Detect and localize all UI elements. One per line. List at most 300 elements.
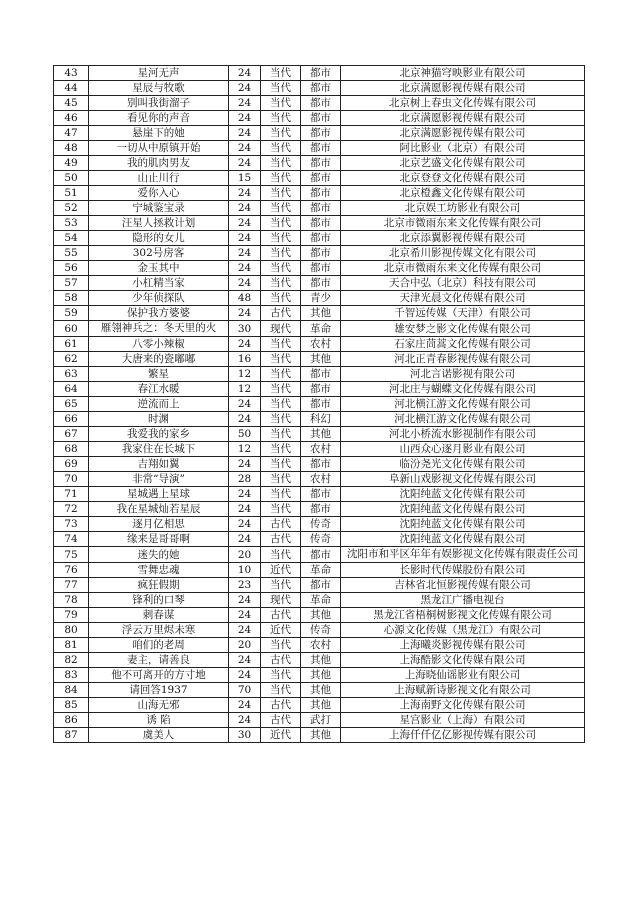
table-row: [54, 713, 585, 728]
cell-genre: 农村: [301, 442, 341, 457]
cell-number: 49: [54, 156, 89, 171]
table-row: [54, 532, 585, 547]
table-row: [54, 111, 585, 126]
cell-era: 近代: [261, 563, 301, 578]
cell-title: 妻主，请善良: [89, 653, 229, 668]
cell-company: 北京满愿影视传媒有限公司: [341, 126, 585, 141]
cell-title: 迷失的她: [89, 547, 229, 563]
cell-era: 古代: [261, 653, 301, 668]
cell-title: 虞美人: [89, 728, 229, 743]
cell-title: 我在星城灿若星辰: [89, 502, 229, 517]
cell-company: 心源文化传媒（黑龙江）有限公司: [341, 623, 585, 638]
cell-era: 当代: [261, 367, 301, 382]
cell-title: 逆流而上: [89, 397, 229, 412]
cell-genre: 都市: [301, 261, 341, 276]
table-row: [54, 171, 585, 186]
cell-genre: 都市: [301, 231, 341, 246]
cell-number: 79: [54, 608, 89, 623]
cell-number: 71: [54, 487, 89, 502]
cell-episodes: 24: [229, 231, 261, 246]
cell-title: 八零小辣椒: [89, 337, 229, 352]
cell-episodes: 24: [229, 502, 261, 517]
cell-episodes: 12: [229, 367, 261, 382]
cell-genre: 都市: [301, 66, 341, 81]
cell-era: 近代: [261, 623, 301, 638]
cell-company: 北京希川影视传媒文化有限公司: [341, 246, 585, 261]
cell-number: 55: [54, 246, 89, 261]
cell-episodes: 30: [229, 728, 261, 743]
cell-genre: 武打: [301, 713, 341, 728]
cell-genre: 农村: [301, 638, 341, 653]
cell-company: 上海酷影文化传媒有限公司: [341, 653, 585, 668]
cell-company: 北京娱工坊影业有限公司: [341, 201, 585, 216]
cell-genre: 都市: [301, 81, 341, 96]
cell-company: 北京市微雨东来文化传媒有限公司: [341, 261, 585, 276]
cell-era: 当代: [261, 186, 301, 201]
cell-era: 近代: [261, 728, 301, 743]
table-row: [54, 683, 585, 698]
cell-genre: 都市: [301, 156, 341, 171]
cell-number: 53: [54, 216, 89, 231]
cell-genre: 其他: [301, 728, 341, 743]
cell-episodes: 24: [229, 397, 261, 412]
cell-title: 爱你入心: [89, 186, 229, 201]
cell-genre: 都市: [301, 276, 341, 291]
cell-episodes: 20: [229, 638, 261, 653]
cell-number: 76: [54, 563, 89, 578]
cell-episodes: 20: [229, 547, 261, 563]
cell-company: 上海南野文化传媒有限公司: [341, 698, 585, 713]
cell-era: 当代: [261, 141, 301, 156]
table-row: [54, 517, 585, 532]
table-row: [54, 186, 585, 201]
cell-era: 古代: [261, 306, 301, 321]
cell-company: 沈阳市和平区年年有娱影视文化传媒有限责任公司: [341, 547, 585, 563]
cell-title: 山海无邪: [89, 698, 229, 713]
cell-era: 古代: [261, 532, 301, 547]
cell-company: 北京艺盛文化传媒有限公司: [341, 156, 585, 171]
cell-era: 当代: [261, 578, 301, 593]
cell-company: 北京满愿影视传媒有限公司: [341, 111, 585, 126]
cell-episodes: 24: [229, 156, 261, 171]
cell-genre: 传奇: [301, 517, 341, 532]
cell-era: 当代: [261, 96, 301, 111]
cell-genre: 都市: [301, 171, 341, 186]
cell-title: 我爱我的家乡: [89, 427, 229, 442]
cell-title: 繁星: [89, 367, 229, 382]
table-row: [54, 638, 585, 653]
cell-episodes: 16: [229, 352, 261, 367]
table-row: [54, 412, 585, 427]
cell-title: 星河无声: [89, 66, 229, 81]
cell-number: 54: [54, 231, 89, 246]
cell-company: 河北小桥流水影视制作有限公司: [341, 427, 585, 442]
cell-era: 当代: [261, 66, 301, 81]
cell-era: 当代: [261, 171, 301, 186]
cell-title: 隐形的女儿: [89, 231, 229, 246]
cell-company: 北京神猫穹映影业有限公司: [341, 66, 585, 81]
cell-episodes: 24: [229, 186, 261, 201]
cell-era: 当代: [261, 412, 301, 427]
cell-title: 看见你的声音: [89, 111, 229, 126]
cell-episodes: 24: [229, 216, 261, 231]
cell-era: 古代: [261, 608, 301, 623]
cell-genre: 都市: [301, 201, 341, 216]
cell-number: 47: [54, 126, 89, 141]
table-row: [54, 141, 585, 156]
cell-title: 悬崖下的她: [89, 126, 229, 141]
cell-company: 长影时代传媒股份有限公司: [341, 563, 585, 578]
cell-number: 67: [54, 427, 89, 442]
cell-genre: 传奇: [301, 532, 341, 547]
cell-genre: 其他: [301, 352, 341, 367]
cell-title: 我的肌肉男友: [89, 156, 229, 171]
cell-genre: 都市: [301, 502, 341, 517]
cell-episodes: 24: [229, 276, 261, 291]
cell-era: 当代: [261, 382, 301, 397]
table-row: [54, 653, 585, 668]
cell-title: 时渊: [89, 412, 229, 427]
cell-genre: 其他: [301, 698, 341, 713]
cell-genre: 其他: [301, 608, 341, 623]
cell-episodes: 50: [229, 427, 261, 442]
cell-genre: 青少: [301, 291, 341, 306]
cell-episodes: 24: [229, 66, 261, 81]
cell-episodes: 24: [229, 623, 261, 638]
cell-title: 春江水暖: [89, 382, 229, 397]
table-row: [54, 126, 585, 141]
table-row: [54, 81, 585, 96]
cell-company: 河北言诺影视有限公司: [341, 367, 585, 382]
cell-title: 小杠精当家: [89, 276, 229, 291]
cell-company: 上海晓仙谣影业有限公司: [341, 668, 585, 683]
cell-genre: 其他: [301, 683, 341, 698]
cell-number: 64: [54, 382, 89, 397]
cell-genre: 都市: [301, 547, 341, 563]
cell-title: 少年侦探队: [89, 291, 229, 306]
cell-number: 85: [54, 698, 89, 713]
cell-episodes: 24: [229, 337, 261, 352]
table-row: [54, 216, 585, 231]
cell-number: 73: [54, 517, 89, 532]
cell-era: 当代: [261, 683, 301, 698]
cell-title: 疯狂假期: [89, 578, 229, 593]
table-row: [54, 156, 585, 171]
cell-era: 当代: [261, 81, 301, 96]
cell-title: 诱 陷: [89, 713, 229, 728]
cell-number: 82: [54, 653, 89, 668]
cell-number: 74: [54, 532, 89, 547]
table-row: [54, 337, 585, 352]
cell-genre: 革命: [301, 321, 341, 337]
cell-title: 我家住在长城下: [89, 442, 229, 457]
cell-title: 星辰与牧歌: [89, 81, 229, 96]
cell-number: 77: [54, 578, 89, 593]
cell-era: 当代: [261, 668, 301, 683]
cell-title: 缘来是哥哥啊: [89, 532, 229, 547]
cell-number: 46: [54, 111, 89, 126]
table-row: [54, 321, 585, 337]
cell-number: 78: [54, 593, 89, 608]
cell-episodes: 24: [229, 698, 261, 713]
table-row: [54, 382, 585, 397]
cell-era: 当代: [261, 547, 301, 563]
cell-era: 当代: [261, 337, 301, 352]
table-row: [54, 442, 585, 457]
cell-number: 63: [54, 367, 89, 382]
cell-episodes: 24: [229, 668, 261, 683]
cell-title: 金玉其中: [89, 261, 229, 276]
cell-era: 当代: [261, 442, 301, 457]
cell-company: 天津光晨文化传媒有限公司: [341, 291, 585, 306]
table-row: [54, 502, 585, 517]
cell-genre: 传奇: [301, 623, 341, 638]
cell-company: 北京市微雨东来文化传媒有限公司: [341, 216, 585, 231]
cell-era: 现代: [261, 593, 301, 608]
cell-company: 河北横江游文化传媒有限公司: [341, 397, 585, 412]
table-row: [54, 66, 585, 81]
cell-episodes: 28: [229, 472, 261, 487]
cell-genre: 其他: [301, 653, 341, 668]
cell-number: 48: [54, 141, 89, 156]
cell-episodes: 24: [229, 246, 261, 261]
cell-episodes: 15: [229, 171, 261, 186]
cell-era: 现代: [261, 321, 301, 337]
cell-episodes: 24: [229, 306, 261, 321]
drama-list-table: [53, 65, 585, 743]
cell-title: 吉翔如翼: [89, 457, 229, 472]
cell-era: 古代: [261, 517, 301, 532]
cell-genre: 农村: [301, 337, 341, 352]
cell-number: 84: [54, 683, 89, 698]
cell-genre: 都市: [301, 397, 341, 412]
cell-era: 当代: [261, 397, 301, 412]
cell-episodes: 24: [229, 261, 261, 276]
cell-era: 当代: [261, 156, 301, 171]
table-row: [54, 96, 585, 111]
cell-number: 56: [54, 261, 89, 276]
cell-company: 临汾尧光文化传媒有限公司: [341, 457, 585, 472]
table-row: [54, 563, 585, 578]
cell-era: 当代: [261, 276, 301, 291]
cell-number: 72: [54, 502, 89, 517]
table-row: [54, 487, 585, 502]
cell-title: 雪舞忠魂: [89, 563, 229, 578]
table-row: [54, 306, 585, 321]
table-row: [54, 352, 585, 367]
cell-company: 沈阳纯蓝文化传媒有限公司: [341, 517, 585, 532]
cell-title: 锋利的口琴: [89, 593, 229, 608]
cell-company: 雄安梦之影文化传媒有限公司: [341, 321, 585, 337]
cell-number: 86: [54, 713, 89, 728]
cell-number: 44: [54, 81, 89, 96]
cell-era: 当代: [261, 291, 301, 306]
cell-company: 上海赋新诗影视文化有限公司: [341, 683, 585, 698]
cell-company: 天合中弘（北京）科技有限公司: [341, 276, 585, 291]
cell-episodes: 24: [229, 653, 261, 668]
table-row: [54, 276, 585, 291]
cell-episodes: 24: [229, 81, 261, 96]
cell-title: 别叫我街溜子: [89, 96, 229, 111]
cell-number: 68: [54, 442, 89, 457]
cell-title: 保护我方婆婆: [89, 306, 229, 321]
cell-episodes: 24: [229, 412, 261, 427]
cell-episodes: 24: [229, 96, 261, 111]
table-row: [54, 472, 585, 487]
cell-episodes: 24: [229, 713, 261, 728]
cell-era: 当代: [261, 502, 301, 517]
cell-episodes: 24: [229, 593, 261, 608]
cell-episodes: 12: [229, 442, 261, 457]
table-row: [54, 698, 585, 713]
cell-title: 汪星人拯救计划: [89, 216, 229, 231]
cell-company: 吉林省北恒影视传媒有限公司: [341, 578, 585, 593]
cell-era: 当代: [261, 427, 301, 442]
cell-company: 石家庄茼蒿文化传媒有限公司: [341, 337, 585, 352]
cell-episodes: 24: [229, 517, 261, 532]
cell-title: 非常“导演”: [89, 472, 229, 487]
cell-episodes: 12: [229, 382, 261, 397]
cell-title: 刺春谋: [89, 608, 229, 623]
cell-company: 上海仟仟亿亿影视传媒有限公司: [341, 728, 585, 743]
table-row: [54, 397, 585, 412]
cell-number: 60: [54, 321, 89, 337]
cell-genre: 科幻: [301, 412, 341, 427]
cell-episodes: 70: [229, 683, 261, 698]
cell-era: 当代: [261, 638, 301, 653]
cell-era: 当代: [261, 487, 301, 502]
cell-genre: 都市: [301, 487, 341, 502]
cell-number: 69: [54, 457, 89, 472]
cell-episodes: 23: [229, 578, 261, 593]
table-row: [54, 201, 585, 216]
cell-company: 星宫影业（上海）有限公司: [341, 713, 585, 728]
cell-number: 75: [54, 547, 89, 563]
cell-title: 逐月亿相思: [89, 517, 229, 532]
cell-number: 70: [54, 472, 89, 487]
cell-era: 当代: [261, 246, 301, 261]
cell-genre: 都市: [301, 186, 341, 201]
cell-genre: 都市: [301, 96, 341, 111]
cell-number: 51: [54, 186, 89, 201]
cell-title: 山止川行: [89, 171, 229, 186]
cell-company: 千智远传媒（天津）有限公司: [341, 306, 585, 321]
cell-company: 北京树上春虫文化传媒有限公司: [341, 96, 585, 111]
cell-era: 当代: [261, 472, 301, 487]
cell-era: 当代: [261, 261, 301, 276]
cell-title: 302号房客: [89, 246, 229, 261]
cell-genre: 都市: [301, 457, 341, 472]
cell-number: 66: [54, 412, 89, 427]
cell-number: 45: [54, 96, 89, 111]
table-row: [54, 593, 585, 608]
cell-episodes: 24: [229, 487, 261, 502]
cell-title: 一切从中原镇开始: [89, 141, 229, 156]
cell-genre: 都市: [301, 382, 341, 397]
table-row: [54, 623, 585, 638]
table-row: [54, 291, 585, 306]
cell-company: 阜新山戏影视文化传媒有限公司: [341, 472, 585, 487]
cell-episodes: 24: [229, 141, 261, 156]
cell-genre: 都市: [301, 578, 341, 593]
table-row: [54, 231, 585, 246]
cell-era: 当代: [261, 457, 301, 472]
cell-company: 北京登登文化传媒有限公司: [341, 171, 585, 186]
cell-genre: 都市: [301, 141, 341, 156]
cell-company: 黑龙江省梧桐树影视文化传媒有限公司: [341, 608, 585, 623]
cell-genre: 革命: [301, 563, 341, 578]
cell-title: 宁城鉴宝录: [89, 201, 229, 216]
cell-episodes: 24: [229, 532, 261, 547]
cell-number: 43: [54, 66, 89, 81]
cell-episodes: 24: [229, 201, 261, 216]
table-row: [54, 608, 585, 623]
cell-era: 当代: [261, 352, 301, 367]
cell-era: 古代: [261, 698, 301, 713]
cell-genre: 都市: [301, 246, 341, 261]
cell-era: 古代: [261, 713, 301, 728]
cell-number: 83: [54, 668, 89, 683]
cell-title: 雁翎神兵之：冬天里的火: [89, 321, 229, 337]
cell-number: 59: [54, 306, 89, 321]
cell-genre: 都市: [301, 126, 341, 141]
cell-episodes: 24: [229, 126, 261, 141]
cell-title: 咱们的老周: [89, 638, 229, 653]
cell-genre: 农村: [301, 472, 341, 487]
cell-episodes: 48: [229, 291, 261, 306]
cell-episodes: 24: [229, 111, 261, 126]
cell-number: 81: [54, 638, 89, 653]
cell-title: 他不可离开的方寸地: [89, 668, 229, 683]
cell-number: 58: [54, 291, 89, 306]
cell-episodes: 24: [229, 608, 261, 623]
table-row: [54, 457, 585, 472]
cell-era: 当代: [261, 231, 301, 246]
table-row: [54, 427, 585, 442]
cell-title: 请回答1937: [89, 683, 229, 698]
cell-company: 上海曦炎影视传媒有限公司: [341, 638, 585, 653]
cell-company: 黑龙江广播电视台: [341, 593, 585, 608]
cell-era: 当代: [261, 216, 301, 231]
cell-number: 57: [54, 276, 89, 291]
cell-episodes: 10: [229, 563, 261, 578]
cell-genre: 都市: [301, 111, 341, 126]
cell-number: 80: [54, 623, 89, 638]
cell-company: 阿比影业（北京）有限公司: [341, 141, 585, 156]
cell-title: 浮云万里烬未寒: [89, 623, 229, 638]
cell-company: 沈阳纯蓝文化传媒有限公司: [341, 487, 585, 502]
cell-era: 当代: [261, 126, 301, 141]
cell-company: 沈阳纯蓝文化传媒有限公司: [341, 532, 585, 547]
table-row: [54, 367, 585, 382]
cell-era: 当代: [261, 201, 301, 216]
cell-genre: 其他: [301, 427, 341, 442]
cell-number: 61: [54, 337, 89, 352]
cell-number: 50: [54, 171, 89, 186]
table-row: [54, 246, 585, 261]
cell-genre: 都市: [301, 216, 341, 231]
cell-number: 62: [54, 352, 89, 367]
cell-company: 河北横江游文化传媒有限公司: [341, 412, 585, 427]
cell-company: 北京添翼影视传媒有限公司: [341, 231, 585, 246]
cell-company: 北京橙鑫文化传媒有限公司: [341, 186, 585, 201]
table-body: [54, 66, 585, 743]
cell-company: 山西众心逐月影业有限公司: [341, 442, 585, 457]
cell-episodes: 24: [229, 457, 261, 472]
cell-genre: 革命: [301, 593, 341, 608]
cell-company: 河北庄与蝴蝶文化传媒有限公司: [341, 382, 585, 397]
cell-genre: 其他: [301, 306, 341, 321]
